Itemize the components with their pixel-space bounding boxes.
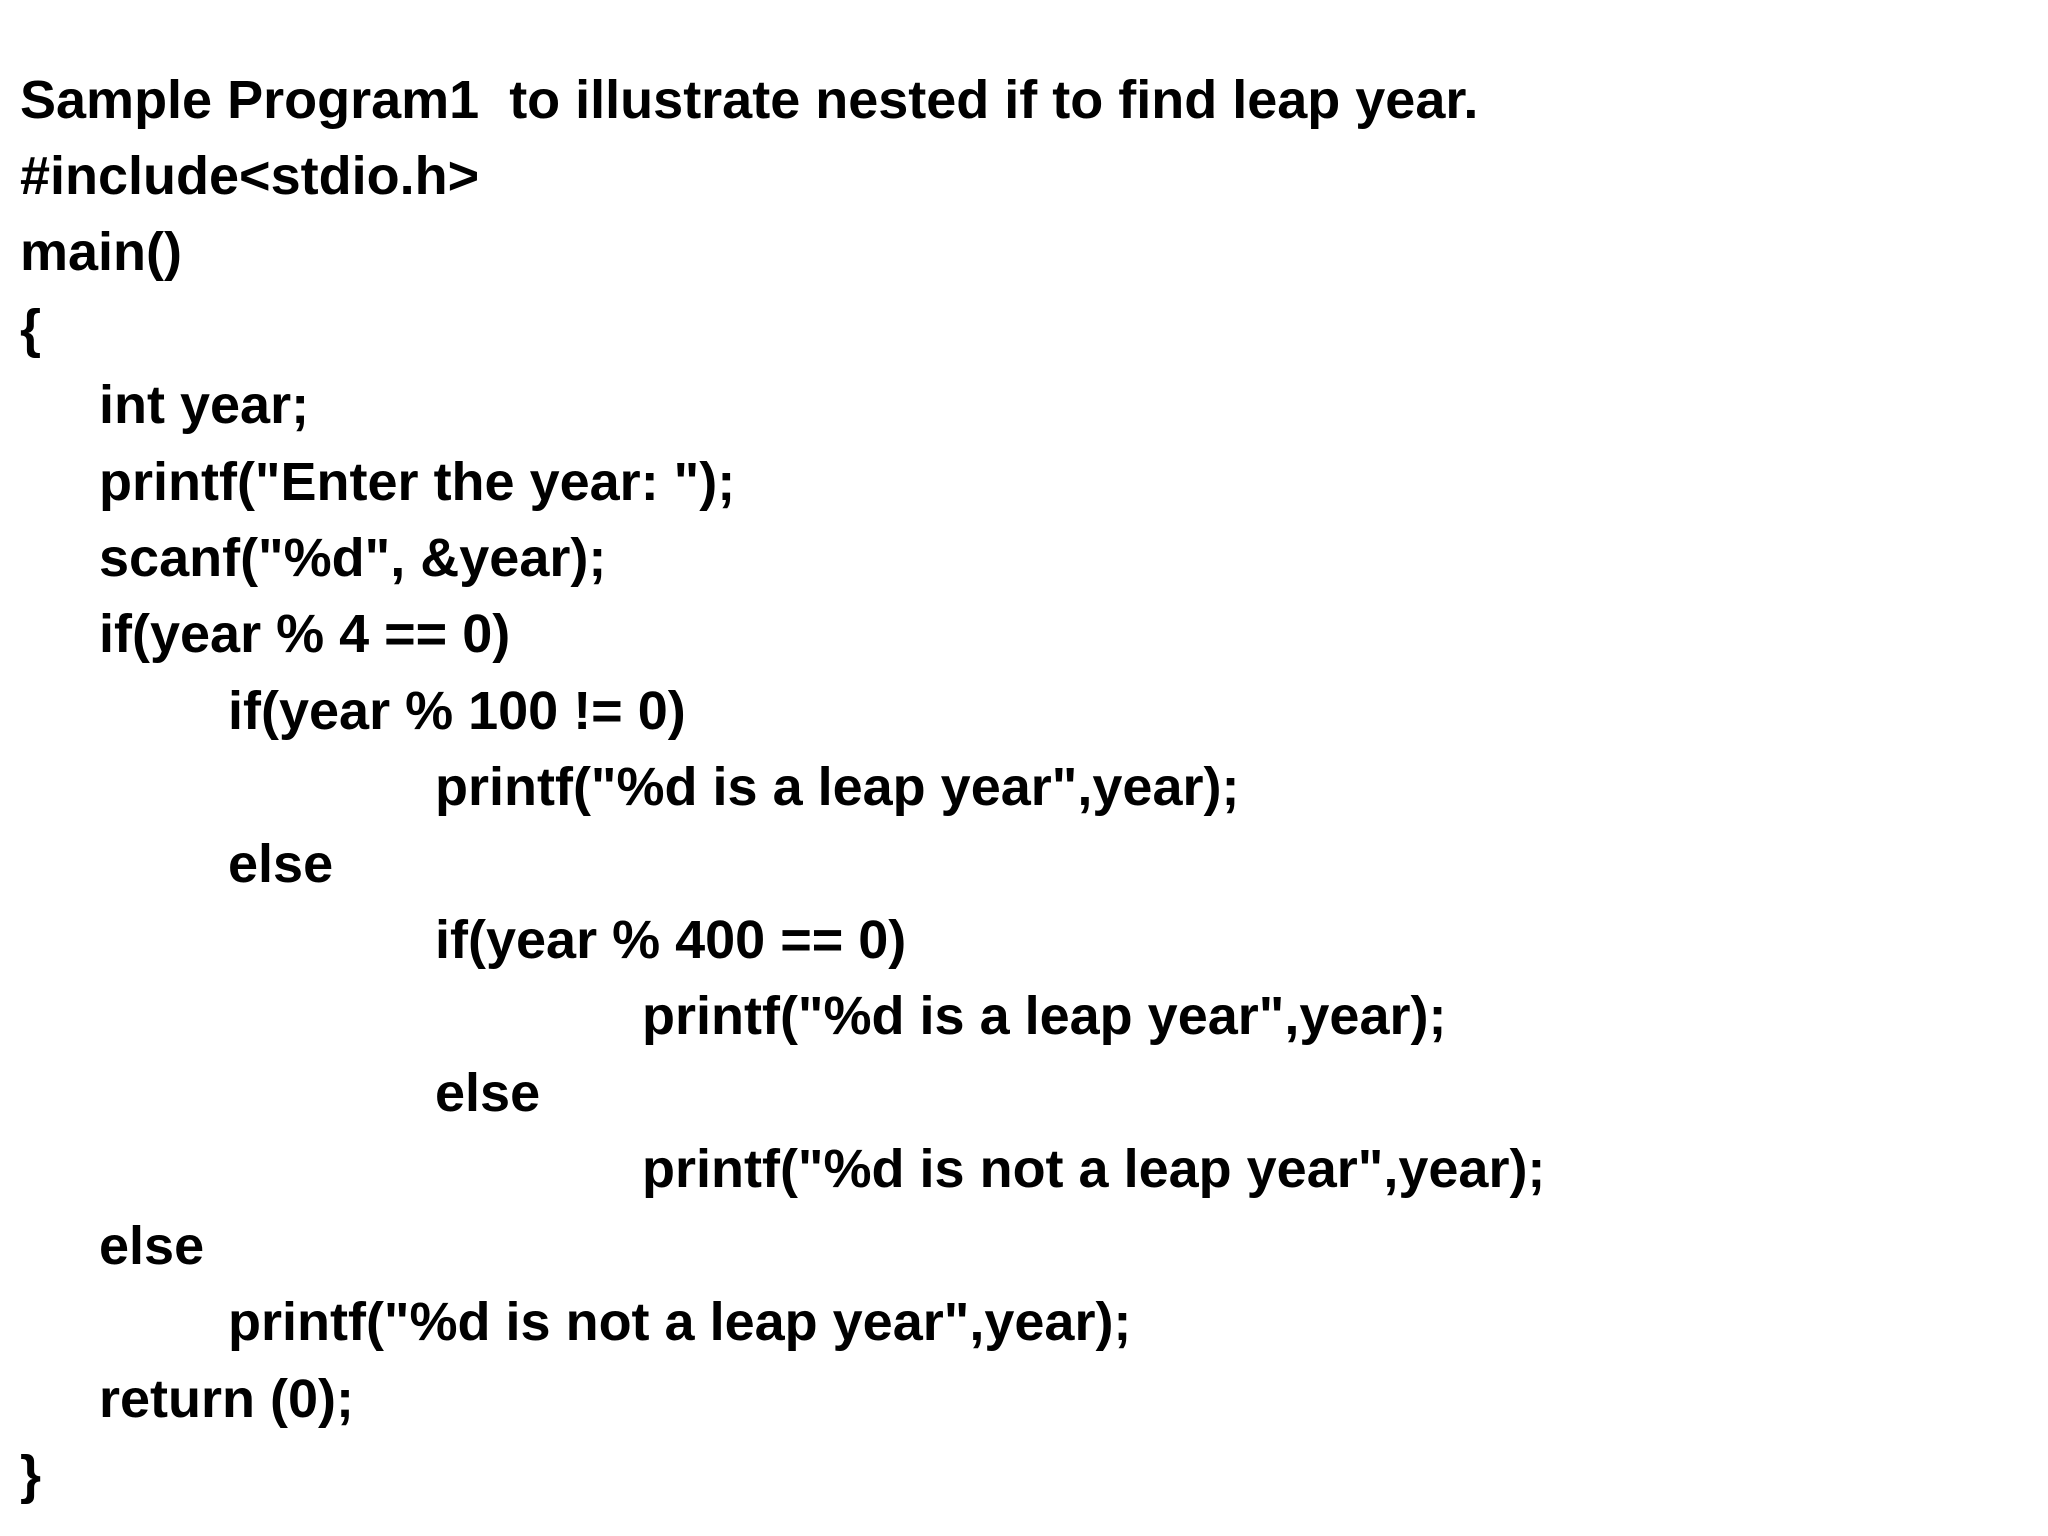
code-line-printf-leap-1: printf("%d is a leap year",year);: [435, 757, 1240, 818]
code-line-if-mod-400: if(year % 400 == 0): [435, 910, 907, 971]
program-title: Sample Program1 to illustrate nested if to find leap year.: [20, 70, 1479, 130]
code-line-return: return (0);: [99, 1368, 354, 1429]
code-line-main: main(): [20, 222, 182, 283]
code-line-prompt: printf("Enter the year: ");: [99, 451, 736, 512]
code-line-printf-not-leap-2: printf("%d is not a leap year",year);: [228, 1292, 1132, 1353]
code-line-open-brace: {: [20, 298, 42, 359]
code-line-else-3: else: [99, 1215, 205, 1276]
code-line-printf-not-leap-1: printf("%d is not a leap year",year);: [642, 1139, 1546, 1200]
code-line-scanf: scanf("%d", &year);: [99, 528, 607, 589]
code-line-if-mod-4: if(year % 4 == 0): [99, 604, 511, 665]
code-line-else-1: else: [228, 833, 334, 894]
code-line-printf-leap-2: printf("%d is a leap year",year);: [642, 986, 1447, 1047]
code-line-declare-year: int year;: [99, 375, 310, 436]
code-line-include: #include<stdio.h>: [20, 146, 480, 206]
code-line-if-mod-100: if(year % 100 != 0): [228, 680, 686, 741]
code-block: [20, 138, 1545, 1513]
code-line-else-2: else: [435, 1062, 541, 1123]
code-line-close-brace: }: [20, 1444, 42, 1505]
